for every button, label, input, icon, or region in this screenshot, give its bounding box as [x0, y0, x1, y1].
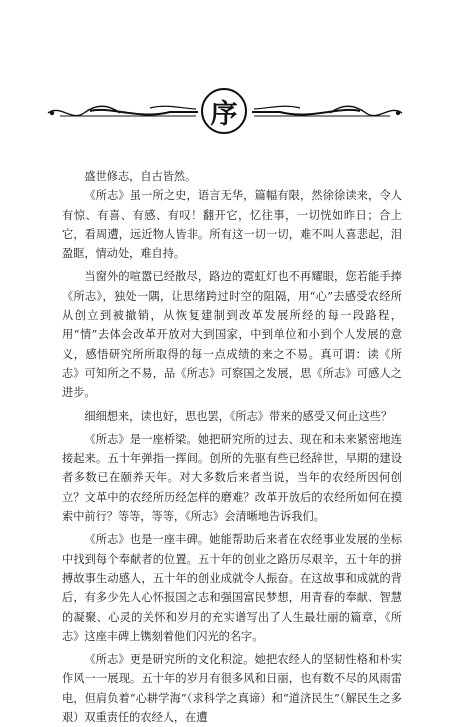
- paragraph-2: 《所志》虽一所之史，语言无华，篇幅有限，然徐徐读来，令人有惊、有喜、有感、有叹！翻开它，忆往事，一切恍如昨日；合上它，看周遭，远近物人皆非。所有这一切一切，难不叫人喜悲起，泪盈眶，情动处，难自持。: [62, 189, 402, 261]
- paragraph-5: 《所志》是一座桥梁。她把研究所的过去、现在和未来紧密地连接起来。五十年弹指一挥间。创所的先驱有些已经辞世，早期的建设者多数已在颐养天年。对大多数后来者当说，当年的农经所因何创立？文革中的农经所历经怎样的磨难？改革开放后的农经所如何在摸索中前行？等等，等等，《所志》会清晰地告诉我们。: [62, 432, 402, 524]
- paragraph-7: 《所志》更是研究所的文化积淀。她把农经人的坚韧性格和朴实作风一一展现。五十年的岁月有很多风和日丽，也有数不尽的风雨雷电，但肩负着“心耕学海”（求科学之真谛）和“道济民生”（解民生之多艰）双重责任的农经人，在遭: [62, 653, 402, 725]
- preface-body: [62, 167, 402, 727]
- paragraph-6: 《所志》也是一座丰碑。她能帮助后来者在农经事业发展的坐标中找到每个奉献者的位置。五十年的创业之路历尽艰辛，五十年的拼搏故事生动感人，五十年的创业成就令人振奋。在这故事和成就的背后，有多少先人心怀报国之志和强国富民梦想，用青春的奉献、智慧的凝聚、心灵的关怀和岁月的充实谱写出了人生最壮丽的篇章，《所志》这座丰碑上镌刻着他们闪光的名字。: [62, 533, 402, 643]
- title-header: [0, 86, 450, 138]
- paragraph-1: 盛世修志，自古皆然。: [84, 170, 197, 183]
- paragraph-4: 细细想来，读也好，思也罢，《所志》带来的感受又何止这些？: [84, 409, 393, 423]
- paragraph-3: 当窗外的喧嚣已经散尽，路边的霓虹灯也不再耀眼，您若能手捧《所志》，独处一隅，让思绪跨过时空的阻隔，用“心”去感受农经所从创立到被撤销，从恢复建制到改革发展所经的每一段路程，用“情”去体会改革开放对大到国家，中到单位和小到个人发展的意义，感悟研究所所取得的每一点成绩的来之不易。真可谓：读《所志》可知所之不易，品《所志》可察国之发展，思《所志》可感人之进步。: [62, 270, 402, 400]
- page-title: 序: [201, 88, 247, 134]
